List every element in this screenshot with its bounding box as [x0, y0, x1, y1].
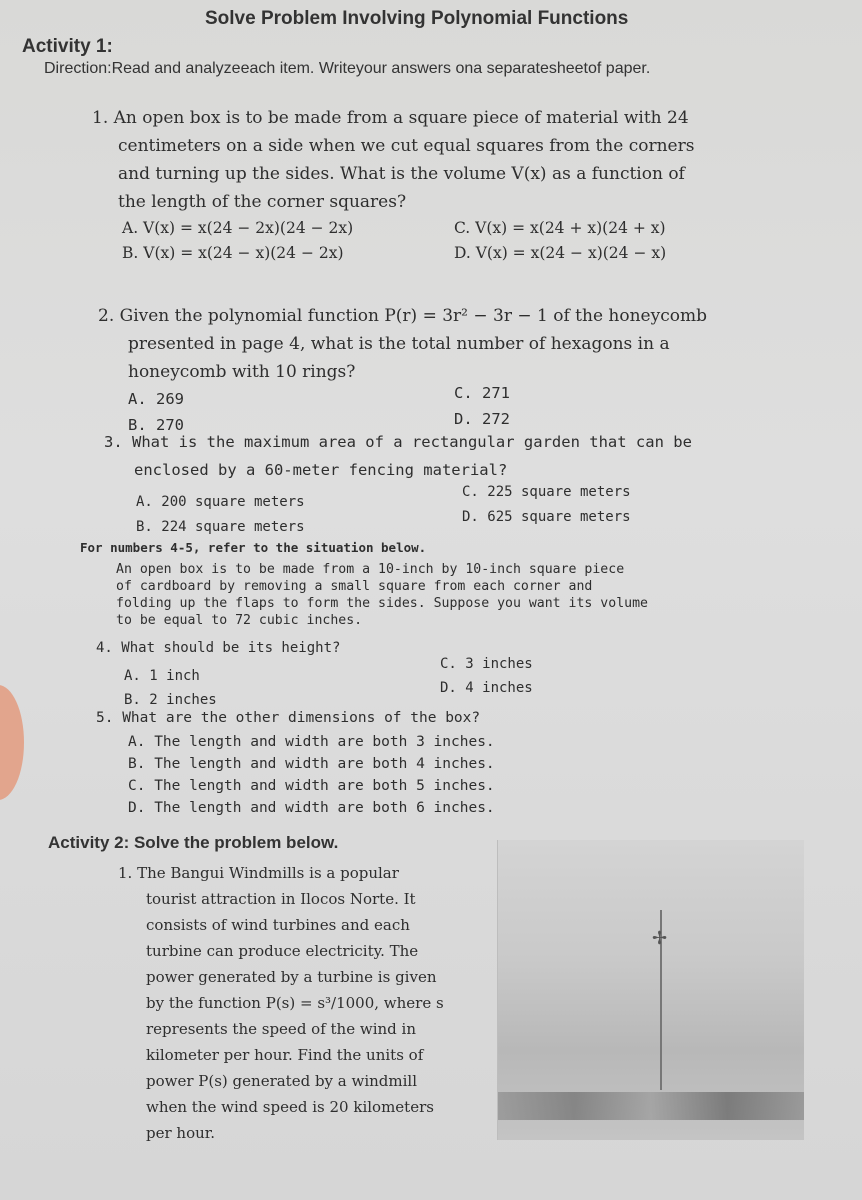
activity-2-title: Activity 2: Solve the problem below.: [48, 833, 339, 852]
q1-choice-b: B. V(x) = x(24 − x)(24 − 2x): [122, 244, 344, 262]
q1-line-1: 1. An open box is to be made from a square piece of material with 24: [92, 108, 689, 128]
q5-question: 5. What are the other dimensions of the box?: [96, 710, 481, 726]
q1-line-4: the length of the corner squares?: [118, 192, 407, 212]
q4-choice-a: A. 1 inch: [124, 668, 200, 684]
activity-1-label: Activity 1:: [22, 36, 113, 57]
q5-choice-b: B. The length and width are both 4 inches.: [128, 756, 495, 772]
q2-choice-d: D. 272: [454, 410, 510, 428]
turbine-blade-icon: ✢: [652, 928, 668, 949]
q1-line-2: centimeters on a side when we cut equal squares from the corners: [118, 136, 695, 156]
page-title: Solve Problem Involving Polynomial Functions: [205, 8, 629, 29]
act2-line-4: turbine can produce electricity. The: [146, 942, 419, 960]
q2-choice-b: B. 270: [128, 416, 184, 434]
situation-line-4: to be equal to 72 cubic inches.: [116, 613, 363, 628]
q3-line-2: enclosed by a 60-meter fencing material?: [134, 461, 508, 479]
q5-choice-d: D. The length and width are both 6 inches.: [128, 800, 495, 816]
q2-choice-a: A. 269: [128, 390, 184, 408]
q1-line-3: and turning up the sides. What is the volume V(x) as a function of: [118, 164, 685, 184]
q2-line-2: presented in page 4, what is the total number of hexagons in a: [128, 334, 670, 354]
q5-choice-c: C. The length and width are both 5 inches.: [128, 778, 495, 794]
q1-choice-a: A. V(x) = x(24 − 2x)(24 − 2x): [122, 219, 354, 237]
q3-choice-b: B. 224 square meters: [136, 519, 305, 535]
q1-choice-c: C. V(x) = x(24 + x)(24 + x): [454, 219, 666, 237]
act2-line-5: power generated by a turbine is given: [146, 968, 437, 986]
act2-line-11: per hour.: [146, 1124, 216, 1142]
situation-line-3: folding up the flaps to form the sides. Suppose you want its volume: [116, 596, 648, 611]
q5-choice-a: A. The length and width are both 3 inches.: [128, 734, 495, 750]
direction-text: Direction:Read and analyzeeach item. Writeyour answers ona separatesheetof paper.: [44, 60, 651, 77]
q4-choice-b: B. 2 inches: [124, 692, 217, 708]
act2-line-10: when the wind speed is 20 kilometers: [146, 1098, 434, 1116]
situation-line-2: of cardboard by removing a small square from each corner and: [116, 579, 593, 594]
q2-choice-c: C. 271: [454, 384, 510, 402]
q3-choice-d: D. 625 square meters: [462, 509, 631, 525]
act2-line-1: 1. The Bangui Windmills is a popular: [118, 864, 399, 882]
q3-choice-c: C. 225 square meters: [462, 484, 631, 500]
act2-line-9: power P(s) generated by a windmill: [146, 1072, 418, 1090]
act2-line-3: consists of wind turbines and each: [146, 916, 410, 934]
q2-line-3: honeycomb with 10 rings?: [128, 362, 356, 382]
q4-choice-d: D. 4 inches: [440, 680, 533, 696]
situation-line-1: An open box is to be made from a 10-inch by 10-inch square piece: [116, 562, 625, 577]
q2-line-1: 2. Given the polynomial function P(r) = 3r² − 3r − 1 of the honeycomb: [98, 306, 707, 326]
act2-line-2: tourist attraction in Ilocos Norte. It: [146, 890, 416, 908]
q3-line-1: 3. What is the maximum area of a rectangular garden that can be: [104, 433, 692, 451]
q4-question: 4. What should be its height?: [96, 640, 341, 656]
ground-strip: [498, 1092, 804, 1120]
q1-choice-d: D. V(x) = x(24 − x)(24 − x): [454, 244, 667, 262]
act2-line-6: by the function P(s) = s³/1000, where s: [146, 994, 444, 1012]
q3-choice-a: A. 200 square meters: [136, 494, 305, 510]
act2-line-8: kilometer per hour. Find the units of: [146, 1046, 424, 1064]
q4-choice-c: C. 3 inches: [440, 656, 533, 672]
windmill-photo: [497, 840, 804, 1140]
act2-line-7: represents the speed of the wind in: [146, 1020, 416, 1038]
situation-heading: For numbers 4-5, refer to the situation below.: [80, 540, 427, 555]
